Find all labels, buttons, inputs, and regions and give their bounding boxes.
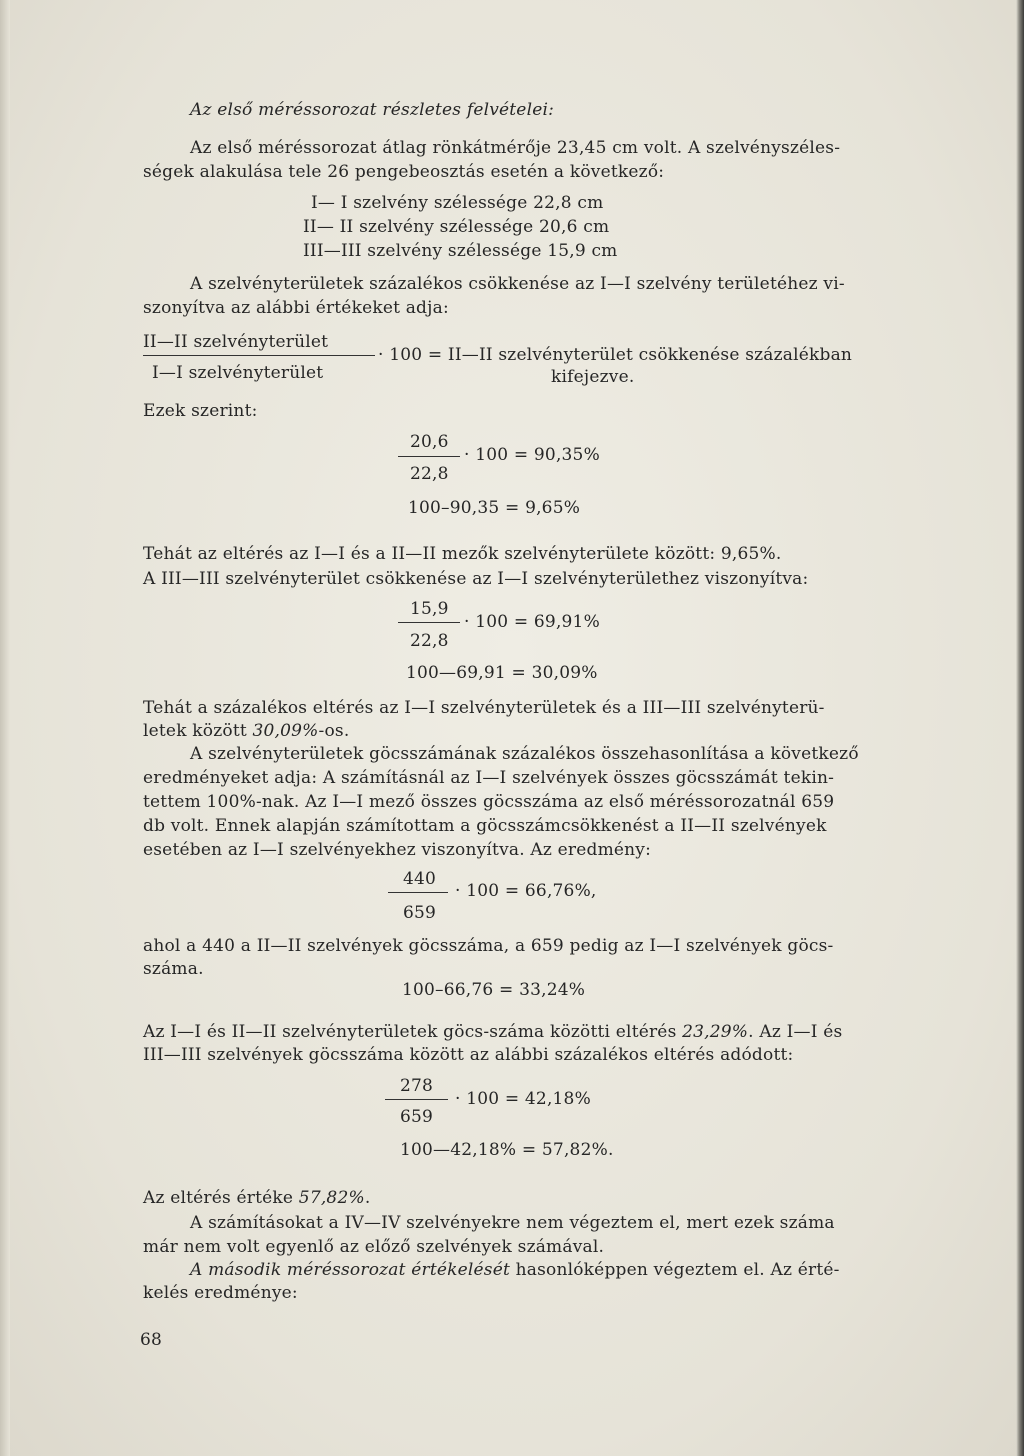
result1: Tehát az eltérés az I—I és a II—II mezők szelvényterülete között: 9,65%. xyxy=(143,544,782,564)
calc3-fraction-line xyxy=(388,892,448,893)
knots-line-1: A szelvényterületek göcsszámának százalékos összehasonlítása a következő xyxy=(190,744,859,764)
calc4-difference: 100—42,18% = 57,82%. xyxy=(400,1140,614,1160)
calc2-fraction-line xyxy=(398,622,460,623)
width-item-3: III—III szelvény szélessége 15,9 cm xyxy=(303,241,618,261)
formula-fraction-line xyxy=(143,355,375,356)
ahol-line-1: ahol a 440 a II—II szelvények göcsszáma, a 659 pedig az I—I szelvények göcs- xyxy=(143,936,834,956)
formula-rhs-line-2: kifejezve. xyxy=(551,367,635,387)
knots-line-5: esetében az I—I szelvényekhez viszonyítva. Az eredmény: xyxy=(143,840,652,860)
calc3-numerator: 440 xyxy=(403,869,437,889)
knots-line-2: eredményeket adja: A számításnál az I—I szelvények összes göcsszámát tekin- xyxy=(143,768,835,788)
width-item-2: II— II szelvény szélessége 20,6 cm xyxy=(303,217,610,237)
reduction-line-2: szonyítva az alábbi értékeket adja: xyxy=(143,298,449,318)
calc2-result: · 100 = 69,91% xyxy=(464,612,600,632)
reduction-line-1: A szelvényterületek százalékos csökkenése az I—I szelvény területéhez vi- xyxy=(190,274,845,294)
formula-rhs-line-1: · 100 = II—II szelvényterület csökkenése százalékban xyxy=(378,345,853,365)
page-number: 68 xyxy=(140,1330,163,1350)
calc2-numerator: 15,9 xyxy=(410,599,449,619)
calc4-fraction-line xyxy=(385,1099,448,1100)
result2-line-2: letek között 30,09%-os. xyxy=(143,721,350,741)
calc4-numerator: 278 xyxy=(400,1076,434,1096)
intro2: A III—III szelvényterület csökkenése az I—I szelvényterülethez viszonyítva: xyxy=(143,569,809,589)
formula-numerator: II—II szelvényterület xyxy=(143,332,329,352)
closing-line-1: A számításokat a IV—IV szelvényekre nem végeztem el, mert ezek száma xyxy=(190,1213,835,1233)
knots-line-4: db volt. Ennek alapján számítottam a göcsszámcsökkenést a II—II szelvények xyxy=(143,816,827,836)
calc1-numerator: 20,6 xyxy=(410,432,449,452)
closing-line-4: kelés eredménye: xyxy=(143,1283,298,1303)
calc1-result: · 100 = 90,35% xyxy=(464,445,600,465)
calc4-denominator: 659 xyxy=(400,1107,434,1127)
calc4-result: · 100 = 42,18% xyxy=(455,1089,591,1109)
intro-line-1: Az első méréssorozat átlag rönkátmérője 23,45 cm volt. A szelvényszéles- xyxy=(190,138,841,158)
result4: Az eltérés értéke 57,82%. xyxy=(143,1188,371,1208)
closing-line-2: már nem volt egyenlő az előző szelvények számával. xyxy=(143,1237,605,1257)
ahol-line-2: száma. xyxy=(143,959,204,979)
page-right-edge xyxy=(1016,0,1024,1456)
intro-line-2: ségek alakulása tele 26 pengebeosztás esetén a következő: xyxy=(143,162,665,182)
section-heading: Az első méréssorozat részletes felvételei: xyxy=(190,100,555,120)
width-item-1: I— I szelvény szélessége 22,8 cm xyxy=(311,193,604,213)
ezek-szerint: Ezek szerint: xyxy=(143,401,258,421)
calc1-denominator: 22,8 xyxy=(410,464,449,484)
calc3-result: · 100 = 66,76%, xyxy=(455,881,597,901)
diff-line-1: Az I—I és II—II szelvényterületek göcs-száma közötti eltérés 23,29%. Az I—I és xyxy=(143,1022,843,1042)
calc2-difference: 100—69,91 = 30,09% xyxy=(406,663,598,683)
calc2-denominator: 22,8 xyxy=(410,631,449,651)
diff-line-2: III—III szelvények göcsszáma között az alábbi százalékos eltérés adódott: xyxy=(143,1045,794,1065)
calc3-denominator: 659 xyxy=(403,903,437,923)
knots-line-3: tettem 100%-nak. Az I—I mező összes göcsszáma az első méréssorozatnál 659 xyxy=(143,792,835,812)
page-left-edge xyxy=(0,0,10,1456)
calc1-fraction-line xyxy=(398,456,460,457)
closing-line-3: A második méréssorozat értékelését hasonlóképpen végeztem el. Az érté- xyxy=(190,1260,840,1280)
result2-line-1: Tehát a százalékos eltérés az I—I szelvényterületek és a III—III szelvényterü- xyxy=(143,698,825,718)
formula-denominator: I—I szelvényterület xyxy=(152,363,324,383)
calc1-difference: 100–90,35 = 9,65% xyxy=(408,498,581,518)
calc3-difference: 100–66,76 = 33,24% xyxy=(402,980,586,1000)
